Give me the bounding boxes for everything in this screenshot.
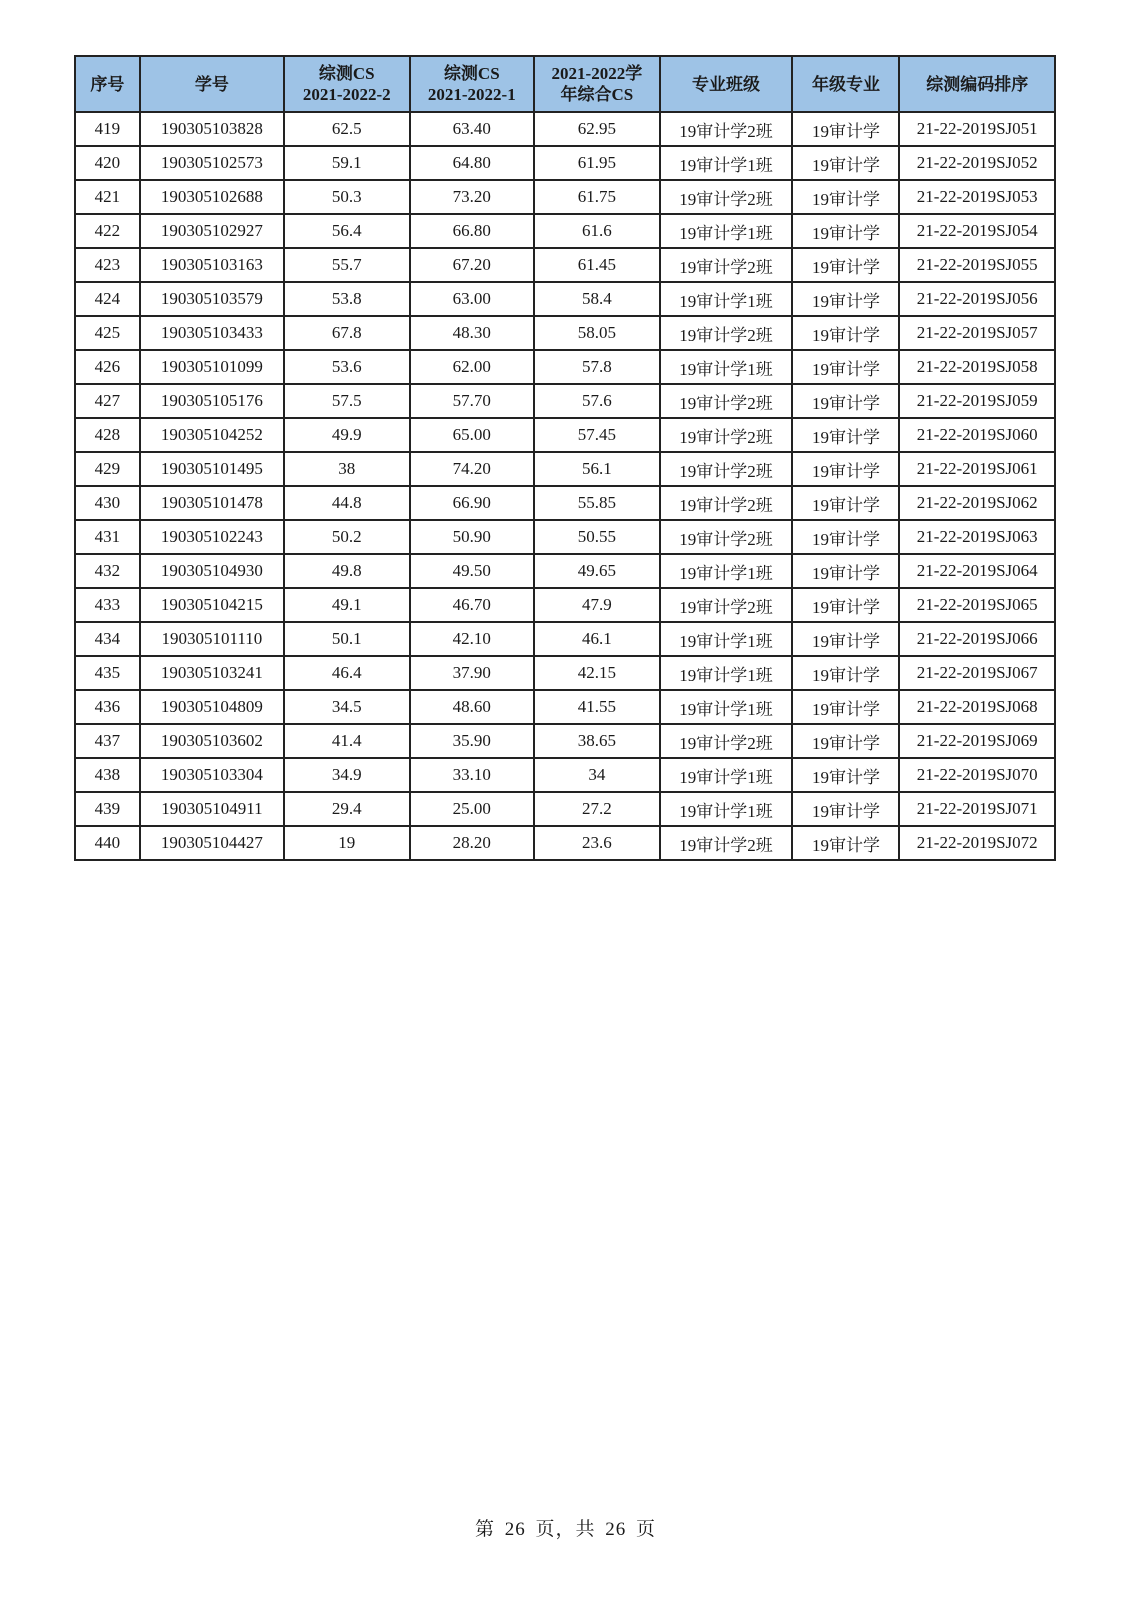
column-header-line2: 2021-2022-2	[302, 85, 391, 104]
table-row	[75, 622, 1055, 656]
footer-prefix: 第	[474, 1519, 495, 1540]
column-header-cs-annual	[534, 56, 660, 112]
cell-ranking-code: 21-22-2019SJ054	[899, 214, 1055, 248]
cell-cs-annual: 58.4	[534, 282, 660, 316]
table-body	[75, 112, 1055, 860]
column-header-line1: 专业班级	[692, 74, 761, 94]
cell-index: 421	[75, 180, 140, 214]
cell-cs-2021-2022-1: 46.70	[410, 588, 535, 622]
table-row	[75, 554, 1055, 588]
table-row	[75, 452, 1055, 486]
column-header-grade-major	[792, 56, 899, 112]
cell-ranking-code: 21-22-2019SJ065	[899, 588, 1055, 622]
cell-grade-major: 19审计学	[792, 112, 899, 146]
cell-ranking-code: 21-22-2019SJ066	[899, 622, 1055, 656]
cell-index: 431	[75, 520, 140, 554]
cell-class: 19审计学2班	[660, 248, 793, 282]
cell-class: 19审计学1班	[660, 350, 793, 384]
cell-cs-2021-2022-1: 33.10	[410, 758, 535, 792]
column-header-line1: 2021-2022学	[551, 64, 643, 83]
cell-grade-major: 19审计学	[792, 486, 899, 520]
cell-ranking-code: 21-22-2019SJ072	[899, 826, 1055, 860]
column-header-line1: 年级专业	[811, 74, 880, 94]
cell-cs-annual: 27.2	[534, 792, 660, 826]
cell-grade-major: 19审计学	[792, 690, 899, 724]
table-row	[75, 758, 1055, 792]
cell-grade-major: 19审计学	[792, 350, 899, 384]
table-row	[75, 486, 1055, 520]
cell-index: 422	[75, 214, 140, 248]
cell-class: 19审计学2班	[660, 384, 793, 418]
cell-ranking-code: 21-22-2019SJ053	[899, 180, 1055, 214]
column-header-index	[75, 56, 140, 112]
cell-cs-2021-2022-1: 42.10	[410, 622, 535, 656]
cell-cs-2021-2022-2: 50.2	[284, 520, 410, 554]
cell-cs-annual: 58.05	[534, 316, 660, 350]
cell-cs-2021-2022-2: 53.6	[284, 350, 410, 384]
cell-student-id: 190305102688	[140, 180, 284, 214]
column-header-line1: 序号	[90, 74, 125, 94]
column-header-line1: 综测CS	[318, 64, 375, 83]
cell-index: 436	[75, 690, 140, 724]
table-row	[75, 826, 1055, 860]
cell-cs-2021-2022-1: 74.20	[410, 452, 535, 486]
cell-student-id: 190305101099	[140, 350, 284, 384]
cell-ranking-code: 21-22-2019SJ071	[899, 792, 1055, 826]
cell-ranking-code: 21-22-2019SJ055	[899, 248, 1055, 282]
cell-index: 440	[75, 826, 140, 860]
cell-cs-2021-2022-2: 44.8	[284, 486, 410, 520]
cell-cs-2021-2022-2: 62.5	[284, 112, 410, 146]
column-header-student-id	[140, 56, 284, 112]
cell-student-id: 190305103304	[140, 758, 284, 792]
cell-class: 19审计学2班	[660, 112, 793, 146]
cell-student-id: 190305103579	[140, 282, 284, 316]
cell-grade-major: 19审计学	[792, 418, 899, 452]
cell-ranking-code: 21-22-2019SJ062	[899, 486, 1055, 520]
cell-cs-2021-2022-2: 67.8	[284, 316, 410, 350]
footer-suffix: 页	[636, 1519, 657, 1540]
cell-class: 19审计学2班	[660, 180, 793, 214]
column-header-line2: 年综合CS	[560, 85, 634, 104]
cell-index: 425	[75, 316, 140, 350]
cell-class: 19审计学2班	[660, 452, 793, 486]
cell-index: 420	[75, 146, 140, 180]
cell-class: 19审计学1班	[660, 214, 793, 248]
table-row	[75, 350, 1055, 384]
cell-grade-major: 19审计学	[792, 588, 899, 622]
cell-class: 19审计学2班	[660, 486, 793, 520]
cell-ranking-code: 21-22-2019SJ060	[899, 418, 1055, 452]
cell-cs-annual: 62.95	[534, 112, 660, 146]
cell-grade-major: 19审计学	[792, 520, 899, 554]
cell-cs-2021-2022-2: 49.8	[284, 554, 410, 588]
cell-index: 428	[75, 418, 140, 452]
cell-cs-2021-2022-1: 66.90	[410, 486, 535, 520]
cell-cs-annual: 61.6	[534, 214, 660, 248]
cell-cs-2021-2022-2: 46.4	[284, 656, 410, 690]
cell-cs-2021-2022-2: 49.9	[284, 418, 410, 452]
cell-student-id: 190305104215	[140, 588, 284, 622]
cell-student-id: 190305104252	[140, 418, 284, 452]
cell-cs-annual: 41.55	[534, 690, 660, 724]
cell-student-id: 190305103433	[140, 316, 284, 350]
cell-cs-2021-2022-1: 28.20	[410, 826, 535, 860]
cell-cs-annual: 56.1	[534, 452, 660, 486]
cell-cs-2021-2022-2: 56.4	[284, 214, 410, 248]
cell-index: 437	[75, 724, 140, 758]
cell-cs-annual: 57.45	[534, 418, 660, 452]
cell-cs-2021-2022-2: 50.3	[284, 180, 410, 214]
column-header-line2: 2021-2022-1	[427, 85, 516, 104]
cell-cs-2021-2022-2: 38	[284, 452, 410, 486]
table-row	[75, 282, 1055, 316]
cell-ranking-code: 21-22-2019SJ067	[899, 656, 1055, 690]
cell-student-id: 190305101495	[140, 452, 284, 486]
cell-student-id: 190305103163	[140, 248, 284, 282]
cell-ranking-code: 21-22-2019SJ069	[899, 724, 1055, 758]
cell-ranking-code: 21-22-2019SJ051	[899, 112, 1055, 146]
cell-grade-major: 19审计学	[792, 622, 899, 656]
cell-ranking-code: 21-22-2019SJ068	[899, 690, 1055, 724]
cell-cs-2021-2022-2: 34.5	[284, 690, 410, 724]
cell-cs-annual: 49.65	[534, 554, 660, 588]
cell-grade-major: 19审计学	[792, 180, 899, 214]
cell-cs-2021-2022-1: 73.20	[410, 180, 535, 214]
table-row	[75, 180, 1055, 214]
cell-class: 19审计学1班	[660, 792, 793, 826]
cell-index: 439	[75, 792, 140, 826]
cell-cs-2021-2022-1: 25.00	[410, 792, 535, 826]
cell-student-id: 190305102927	[140, 214, 284, 248]
cell-student-id: 190305103241	[140, 656, 284, 690]
cell-student-id: 190305104911	[140, 792, 284, 826]
cell-cs-annual: 38.65	[534, 724, 660, 758]
table-row	[75, 520, 1055, 554]
cell-grade-major: 19审计学	[792, 384, 899, 418]
cell-grade-major: 19审计学	[792, 724, 899, 758]
cell-cs-2021-2022-1: 63.00	[410, 282, 535, 316]
cell-cs-annual: 57.6	[534, 384, 660, 418]
column-header-line1: 学号	[194, 74, 229, 94]
table-row	[75, 588, 1055, 622]
cell-grade-major: 19审计学	[792, 282, 899, 316]
cell-cs-2021-2022-1: 35.90	[410, 724, 535, 758]
table-row	[75, 214, 1055, 248]
cell-cs-annual: 61.75	[534, 180, 660, 214]
cell-class: 19审计学1班	[660, 656, 793, 690]
cell-ranking-code: 21-22-2019SJ052	[899, 146, 1055, 180]
column-header-ranking-code	[899, 56, 1055, 112]
cell-cs-annual: 46.1	[534, 622, 660, 656]
cell-cs-2021-2022-2: 19	[284, 826, 410, 860]
column-header-line1: 综测CS	[443, 64, 500, 83]
cell-student-id: 190305103602	[140, 724, 284, 758]
cell-ranking-code: 21-22-2019SJ057	[899, 316, 1055, 350]
cell-cs-2021-2022-1: 57.70	[410, 384, 535, 418]
cell-cs-annual: 57.8	[534, 350, 660, 384]
cell-cs-annual: 34	[534, 758, 660, 792]
cell-index: 426	[75, 350, 140, 384]
cell-grade-major: 19审计学	[792, 214, 899, 248]
cell-cs-2021-2022-2: 53.8	[284, 282, 410, 316]
cell-grade-major: 19审计学	[792, 656, 899, 690]
cell-class: 19审计学2班	[660, 418, 793, 452]
cell-cs-2021-2022-2: 49.1	[284, 588, 410, 622]
cell-ranking-code: 21-22-2019SJ063	[899, 520, 1055, 554]
cell-student-id: 190305101478	[140, 486, 284, 520]
cell-student-id: 190305105176	[140, 384, 284, 418]
cell-ranking-code: 21-22-2019SJ058	[899, 350, 1055, 384]
table-row	[75, 418, 1055, 452]
cell-student-id: 190305102573	[140, 146, 284, 180]
cell-cs-2021-2022-1: 50.90	[410, 520, 535, 554]
cell-grade-major: 19审计学	[792, 758, 899, 792]
cell-class: 19审计学1班	[660, 146, 793, 180]
footer-current-page: 26	[504, 1519, 526, 1540]
cell-ranking-code: 21-22-2019SJ061	[899, 452, 1055, 486]
cell-class: 19审计学2班	[660, 520, 793, 554]
cell-class: 19审计学2班	[660, 724, 793, 758]
table-row	[75, 656, 1055, 690]
cell-grade-major: 19审计学	[792, 792, 899, 826]
footer-middle: 页，共	[535, 1519, 596, 1540]
cell-cs-2021-2022-1: 37.90	[410, 656, 535, 690]
cell-cs-annual: 42.15	[534, 656, 660, 690]
table-row	[75, 690, 1055, 724]
cell-cs-2021-2022-2: 29.4	[284, 792, 410, 826]
table-row	[75, 792, 1055, 826]
cell-student-id: 190305104809	[140, 690, 284, 724]
cell-student-id: 190305104427	[140, 826, 284, 860]
cell-cs-2021-2022-1: 64.80	[410, 146, 535, 180]
cell-cs-2021-2022-2: 50.1	[284, 622, 410, 656]
cell-grade-major: 19审计学	[792, 452, 899, 486]
cell-class: 19审计学1班	[660, 622, 793, 656]
cell-index: 432	[75, 554, 140, 588]
cell-cs-2021-2022-1: 48.60	[410, 690, 535, 724]
table-row	[75, 316, 1055, 350]
results-table	[74, 55, 1056, 861]
cell-grade-major: 19审计学	[792, 248, 899, 282]
footer-total-pages: 26	[605, 1519, 627, 1540]
table-row	[75, 146, 1055, 180]
cell-cs-2021-2022-1: 65.00	[410, 418, 535, 452]
cell-grade-major: 19审计学	[792, 826, 899, 860]
column-header-cs-2021-2022-1	[410, 56, 535, 112]
cell-cs-annual: 61.95	[534, 146, 660, 180]
cell-cs-2021-2022-1: 48.30	[410, 316, 535, 350]
cell-cs-annual: 23.6	[534, 826, 660, 860]
cell-ranking-code: 21-22-2019SJ064	[899, 554, 1055, 588]
table-row	[75, 112, 1055, 146]
column-header-line1: 综测编码排序	[926, 74, 1029, 94]
cell-index: 433	[75, 588, 140, 622]
cell-ranking-code: 21-22-2019SJ059	[899, 384, 1055, 418]
table-row	[75, 248, 1055, 282]
cell-index: 438	[75, 758, 140, 792]
cell-grade-major: 19审计学	[792, 554, 899, 588]
cell-cs-annual: 50.55	[534, 520, 660, 554]
page-footer	[0, 1514, 1131, 1541]
cell-index: 434	[75, 622, 140, 656]
cell-class: 19审计学1班	[660, 758, 793, 792]
cell-index: 423	[75, 248, 140, 282]
cell-cs-2021-2022-2: 57.5	[284, 384, 410, 418]
cell-cs-2021-2022-1: 67.20	[410, 248, 535, 282]
cell-index: 424	[75, 282, 140, 316]
cell-class: 19审计学1班	[660, 282, 793, 316]
column-header-class	[660, 56, 793, 112]
cell-student-id: 190305101110	[140, 622, 284, 656]
cell-class: 19审计学1班	[660, 554, 793, 588]
cell-cs-annual: 47.9	[534, 588, 660, 622]
cell-index: 430	[75, 486, 140, 520]
cell-cs-annual: 55.85	[534, 486, 660, 520]
cell-cs-2021-2022-1: 66.80	[410, 214, 535, 248]
cell-cs-2021-2022-1: 62.00	[410, 350, 535, 384]
cell-index: 427	[75, 384, 140, 418]
cell-ranking-code: 21-22-2019SJ070	[899, 758, 1055, 792]
cell-class: 19审计学1班	[660, 690, 793, 724]
cell-cs-annual: 61.45	[534, 248, 660, 282]
cell-class: 19审计学2班	[660, 316, 793, 350]
cell-cs-2021-2022-1: 63.40	[410, 112, 535, 146]
column-header-cs-2021-2022-2	[284, 56, 410, 112]
cell-cs-2021-2022-2: 55.7	[284, 248, 410, 282]
cell-student-id: 190305102243	[140, 520, 284, 554]
cell-student-id: 190305104930	[140, 554, 284, 588]
cell-class: 19审计学2班	[660, 826, 793, 860]
cell-index: 419	[75, 112, 140, 146]
cell-cs-2021-2022-2: 34.9	[284, 758, 410, 792]
cell-class: 19审计学2班	[660, 588, 793, 622]
cell-ranking-code: 21-22-2019SJ056	[899, 282, 1055, 316]
cell-cs-2021-2022-2: 41.4	[284, 724, 410, 758]
table-row	[75, 724, 1055, 758]
cell-index: 429	[75, 452, 140, 486]
cell-grade-major: 19审计学	[792, 316, 899, 350]
cell-index: 435	[75, 656, 140, 690]
cell-cs-2021-2022-1: 49.50	[410, 554, 535, 588]
header-row	[75, 56, 1055, 112]
cell-cs-2021-2022-2: 59.1	[284, 146, 410, 180]
table-row	[75, 384, 1055, 418]
cell-student-id: 190305103828	[140, 112, 284, 146]
cell-grade-major: 19审计学	[792, 146, 899, 180]
